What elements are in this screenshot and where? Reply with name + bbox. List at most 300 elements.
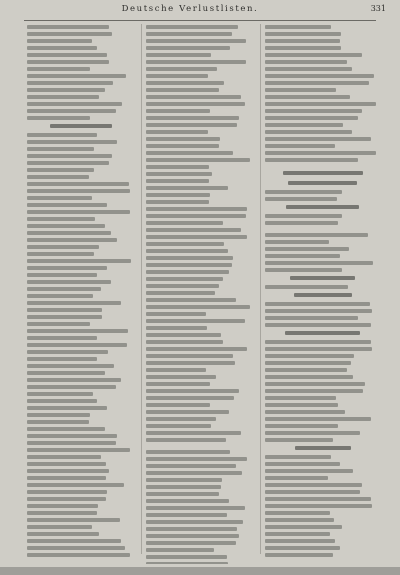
illegible-text xyxy=(27,308,102,312)
illegible-text xyxy=(27,322,90,326)
illegible-text xyxy=(27,441,116,445)
illegible-text xyxy=(146,506,245,510)
list-entry xyxy=(27,266,135,272)
list-entry xyxy=(265,375,380,381)
illegible-text xyxy=(265,525,342,529)
list-entry xyxy=(265,309,380,315)
list-entry xyxy=(146,81,254,87)
list-entry xyxy=(265,247,380,253)
illegible-text xyxy=(27,175,89,179)
illegible-text xyxy=(146,242,224,246)
list-entry xyxy=(27,217,135,223)
illegible-text xyxy=(146,431,241,435)
list-entry xyxy=(27,67,135,73)
illegible-text xyxy=(146,375,216,379)
list-entry xyxy=(27,238,135,244)
illegible-text xyxy=(265,476,328,480)
illegible-text xyxy=(27,231,111,235)
section-heading xyxy=(265,446,380,454)
illegible-text xyxy=(27,518,120,522)
illegible-text xyxy=(265,67,352,71)
section-heading xyxy=(265,171,380,179)
illegible-text xyxy=(27,455,101,459)
list-entry xyxy=(146,158,254,164)
illegible-text xyxy=(265,116,358,120)
list-entry xyxy=(265,546,380,552)
illegible-text xyxy=(265,130,352,134)
list-entry xyxy=(27,203,135,209)
illegible-text xyxy=(265,158,358,162)
list-entry xyxy=(27,476,135,482)
scan-edge xyxy=(0,567,400,575)
list-entry xyxy=(146,263,254,269)
illegible-text xyxy=(146,347,247,351)
illegible-text xyxy=(27,497,106,501)
illegible-text xyxy=(146,298,236,302)
illegible-text xyxy=(27,315,102,319)
illegible-text xyxy=(146,207,247,211)
list-entry xyxy=(265,254,380,260)
list-entry xyxy=(146,340,254,346)
illegible-text xyxy=(146,144,219,148)
list-entry xyxy=(146,375,254,381)
list-entry xyxy=(27,161,135,167)
list-entry xyxy=(27,462,135,468)
list-entry xyxy=(27,53,135,59)
list-entry xyxy=(265,483,380,489)
illegible-text xyxy=(146,492,219,496)
list-entry xyxy=(146,347,254,353)
list-entry xyxy=(265,60,380,66)
illegible-text xyxy=(27,350,108,354)
list-entry xyxy=(27,322,135,328)
illegible-text xyxy=(27,88,105,92)
text-column-right xyxy=(265,24,380,564)
list-entry xyxy=(27,532,135,538)
illegible-text xyxy=(146,471,242,475)
list-entry xyxy=(27,455,135,461)
illegible-text xyxy=(146,60,246,64)
illegible-text xyxy=(146,326,207,330)
illegible-text xyxy=(265,144,335,148)
list-entry xyxy=(265,424,380,430)
list-entry xyxy=(27,88,135,94)
illegible-text xyxy=(27,511,97,515)
illegible-text xyxy=(27,245,99,249)
illegible-text xyxy=(27,238,117,242)
list-entry xyxy=(146,25,254,31)
list-entry xyxy=(265,469,380,475)
illegible-text xyxy=(27,525,92,529)
list-entry xyxy=(146,424,254,430)
list-entry xyxy=(146,382,254,388)
list-entry xyxy=(146,548,254,554)
illegible-text xyxy=(27,147,94,151)
list-entry xyxy=(265,323,380,329)
illegible-text xyxy=(27,476,106,480)
illegible-text xyxy=(27,81,113,85)
illegible-text xyxy=(146,485,221,489)
illegible-text xyxy=(27,252,94,256)
list-entry xyxy=(265,417,380,423)
list-entry xyxy=(265,109,380,115)
illegible-text xyxy=(27,420,89,424)
list-entry xyxy=(146,562,254,564)
illegible-text xyxy=(294,293,352,297)
list-entry xyxy=(146,403,254,409)
illegible-text xyxy=(146,249,228,253)
list-entry xyxy=(27,392,135,398)
list-entry xyxy=(146,457,254,463)
list-entry xyxy=(265,539,380,545)
list-entry xyxy=(146,214,254,220)
list-entry xyxy=(27,511,135,517)
illegible-text xyxy=(265,354,354,358)
illegible-text xyxy=(283,171,363,175)
illegible-text xyxy=(146,417,216,421)
list-entry xyxy=(146,67,254,73)
list-entry xyxy=(265,144,380,150)
list-entry xyxy=(146,527,254,533)
illegible-text xyxy=(146,39,246,43)
list-entry xyxy=(146,492,254,498)
list-entry xyxy=(265,151,380,157)
list-entry xyxy=(27,46,135,52)
illegible-text xyxy=(146,151,233,155)
list-entry xyxy=(27,259,135,265)
illegible-text xyxy=(27,60,109,64)
list-entry xyxy=(265,490,380,496)
list-entry xyxy=(265,95,380,101)
list-entry xyxy=(27,350,135,356)
blank-line xyxy=(265,164,380,169)
list-entry xyxy=(146,499,254,505)
list-entry xyxy=(265,261,380,267)
illegible-text xyxy=(27,462,106,466)
list-entry xyxy=(146,74,254,80)
header-rule xyxy=(24,20,376,21)
blank-line xyxy=(265,227,380,232)
illegible-text xyxy=(265,190,342,194)
illegible-text xyxy=(27,301,121,305)
list-entry xyxy=(146,417,254,423)
list-entry xyxy=(146,284,254,290)
illegible-text xyxy=(265,137,371,141)
illegible-text xyxy=(146,25,238,29)
list-entry xyxy=(265,389,380,395)
illegible-text xyxy=(27,504,98,508)
illegible-text xyxy=(265,532,330,536)
illegible-text xyxy=(146,186,228,190)
list-entry xyxy=(265,504,380,510)
illegible-text xyxy=(265,340,371,344)
illegible-text xyxy=(146,109,210,113)
illegible-text xyxy=(146,291,215,295)
list-entry xyxy=(146,46,254,52)
section-heading xyxy=(265,276,380,284)
illegible-text xyxy=(265,424,338,428)
list-entry xyxy=(265,497,380,503)
illegible-text xyxy=(265,309,372,313)
illegible-text xyxy=(27,490,107,494)
blank-line xyxy=(27,559,135,564)
list-entry xyxy=(146,450,254,456)
illegible-text xyxy=(27,280,111,284)
illegible-text xyxy=(265,403,338,407)
list-entry xyxy=(146,207,254,213)
illegible-text xyxy=(146,305,250,309)
list-entry xyxy=(265,354,380,360)
list-entry xyxy=(265,214,380,220)
illegible-text xyxy=(27,392,93,396)
illegible-text xyxy=(27,182,129,186)
illegible-text xyxy=(146,361,235,365)
list-entry xyxy=(146,298,254,304)
list-entry xyxy=(27,329,135,335)
illegible-text xyxy=(146,389,239,393)
list-entry xyxy=(146,471,254,477)
illegible-text xyxy=(265,81,369,85)
list-entry xyxy=(265,88,380,94)
illegible-text xyxy=(27,546,125,550)
illegible-text xyxy=(27,427,105,431)
illegible-text xyxy=(146,450,230,454)
list-entry xyxy=(146,221,254,227)
illegible-text xyxy=(265,46,341,50)
illegible-text xyxy=(27,539,121,543)
column-divider xyxy=(141,24,142,554)
illegible-text xyxy=(146,130,208,134)
list-entry xyxy=(146,144,254,150)
illegible-text xyxy=(146,172,212,176)
illegible-text xyxy=(146,457,247,461)
illegible-text xyxy=(265,88,336,92)
list-entry xyxy=(146,130,254,136)
list-entry xyxy=(27,518,135,524)
list-entry xyxy=(27,25,135,31)
list-entry xyxy=(27,357,135,363)
list-entry xyxy=(146,555,254,561)
illegible-text xyxy=(27,399,97,403)
illegible-text xyxy=(265,316,358,320)
list-entry xyxy=(27,140,135,146)
illegible-text xyxy=(265,410,345,414)
list-entry xyxy=(146,193,254,199)
list-entry xyxy=(265,137,380,143)
illegible-text xyxy=(265,102,376,106)
list-entry xyxy=(27,385,135,391)
illegible-text xyxy=(27,140,117,144)
text-column-middle xyxy=(146,24,254,564)
illegible-text xyxy=(265,233,368,237)
illegible-text xyxy=(290,276,355,280)
list-entry xyxy=(27,32,135,38)
illegible-text xyxy=(265,483,362,487)
list-entry xyxy=(265,525,380,531)
list-entry xyxy=(146,179,254,185)
list-entry xyxy=(146,506,254,512)
list-entry xyxy=(27,154,135,160)
illegible-text xyxy=(265,323,371,327)
text-column-left xyxy=(27,24,135,564)
illegible-text xyxy=(265,490,360,494)
list-entry xyxy=(27,336,135,342)
illegible-text xyxy=(27,39,92,43)
illegible-text xyxy=(27,287,101,291)
list-entry xyxy=(146,165,254,171)
illegible-text xyxy=(27,343,127,347)
illegible-text xyxy=(27,196,92,200)
list-entry xyxy=(146,151,254,157)
illegible-text xyxy=(146,46,230,50)
illegible-text xyxy=(265,361,351,365)
illegible-text xyxy=(27,109,116,113)
illegible-text xyxy=(146,410,229,414)
illegible-text xyxy=(146,53,211,57)
illegible-text xyxy=(146,235,247,239)
illegible-text xyxy=(146,438,226,442)
illegible-text xyxy=(27,371,105,375)
illegible-text xyxy=(265,109,362,113)
illegible-text xyxy=(146,284,219,288)
list-entry xyxy=(27,539,135,545)
list-entry xyxy=(146,368,254,374)
illegible-text xyxy=(27,329,128,333)
list-entry xyxy=(27,469,135,475)
list-entry xyxy=(146,172,254,178)
illegible-text xyxy=(27,154,112,158)
illegible-text xyxy=(146,478,222,482)
list-entry xyxy=(146,464,254,470)
list-entry xyxy=(146,116,254,122)
list-entry xyxy=(146,88,254,94)
illegible-text xyxy=(146,520,243,524)
illegible-text xyxy=(146,214,246,218)
column-divider xyxy=(260,24,261,554)
list-entry xyxy=(27,109,135,115)
list-entry xyxy=(265,116,380,122)
illegible-text xyxy=(146,158,250,162)
list-entry xyxy=(265,39,380,45)
list-entry xyxy=(146,53,254,59)
illegible-text xyxy=(265,197,337,201)
list-entry xyxy=(265,382,380,388)
list-entry xyxy=(146,389,254,395)
list-entry xyxy=(146,361,254,367)
illegible-text xyxy=(265,123,343,127)
list-entry xyxy=(146,256,254,262)
illegible-text xyxy=(265,32,341,36)
list-entry xyxy=(27,343,135,349)
list-entry xyxy=(265,462,380,468)
illegible-text xyxy=(27,32,112,36)
list-entry xyxy=(27,406,135,412)
illegible-text xyxy=(146,527,237,531)
illegible-text xyxy=(265,95,350,99)
list-entry xyxy=(27,308,135,314)
illegible-text xyxy=(265,438,333,442)
list-entry xyxy=(27,434,135,440)
list-entry xyxy=(265,32,380,38)
illegible-text xyxy=(146,95,241,99)
list-entry xyxy=(146,102,254,108)
list-entry xyxy=(27,147,135,153)
list-entry xyxy=(265,340,380,346)
list-entry xyxy=(265,396,380,402)
illegible-text xyxy=(146,333,221,337)
illegible-text xyxy=(27,378,121,382)
list-entry xyxy=(146,123,254,129)
list-entry xyxy=(146,333,254,339)
illegible-text xyxy=(27,133,97,137)
list-entry xyxy=(27,273,135,279)
list-entry xyxy=(27,413,135,419)
illegible-text xyxy=(27,294,93,298)
list-entry xyxy=(265,197,380,203)
illegible-text xyxy=(288,181,357,185)
list-entry xyxy=(265,67,380,73)
list-entry xyxy=(146,326,254,332)
illegible-text xyxy=(265,151,376,155)
illegible-text xyxy=(146,319,245,323)
illegible-text xyxy=(27,469,109,473)
illegible-text xyxy=(265,553,333,557)
list-entry xyxy=(146,410,254,416)
list-entry xyxy=(146,312,254,318)
list-entry xyxy=(27,441,135,447)
illegible-text xyxy=(265,53,362,57)
illegible-text xyxy=(146,464,236,468)
list-entry xyxy=(27,245,135,251)
illegible-text xyxy=(146,263,232,267)
list-entry xyxy=(27,39,135,45)
list-entry xyxy=(265,25,380,31)
section-heading xyxy=(265,205,380,213)
list-entry xyxy=(27,196,135,202)
illegible-text xyxy=(265,368,347,372)
page-number: 331 xyxy=(370,4,386,13)
list-entry xyxy=(265,518,380,524)
illegible-text xyxy=(27,259,131,263)
illegible-text xyxy=(146,562,228,564)
illegible-text xyxy=(27,266,107,270)
illegible-text xyxy=(146,382,210,386)
illegible-text xyxy=(27,210,130,214)
illegible-text xyxy=(146,193,210,197)
illegible-text xyxy=(146,368,206,372)
list-entry xyxy=(27,490,135,496)
illegible-text xyxy=(146,74,208,78)
illegible-text xyxy=(146,424,211,428)
list-entry xyxy=(265,302,380,308)
illegible-text xyxy=(146,256,233,260)
illegible-text xyxy=(265,268,342,272)
list-entry xyxy=(27,133,135,139)
list-entry xyxy=(146,513,254,519)
section-heading xyxy=(265,293,380,301)
list-entry xyxy=(146,438,254,444)
list-entry xyxy=(265,53,380,59)
illegible-text xyxy=(27,553,130,557)
list-entry xyxy=(146,277,254,283)
illegible-text xyxy=(265,417,371,421)
illegible-text xyxy=(27,95,99,99)
section-heading xyxy=(265,181,380,189)
illegible-text xyxy=(27,46,97,50)
illegible-text xyxy=(27,273,97,277)
illegible-text xyxy=(265,511,330,515)
list-entry xyxy=(146,242,254,248)
